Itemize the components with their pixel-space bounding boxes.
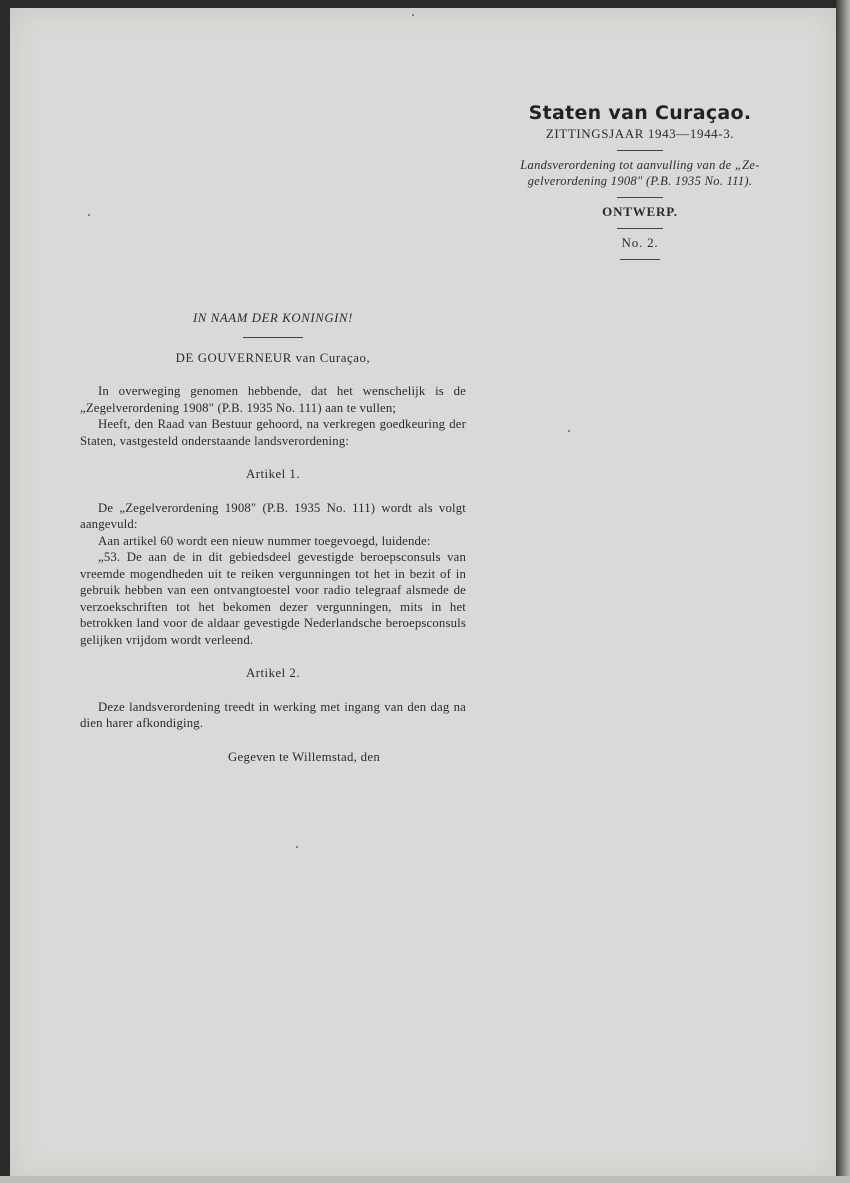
- governor-line: DE GOUVERNEUR van Curaçao,: [175, 350, 371, 365]
- document-number: No. 2.: [621, 235, 659, 250]
- paper-speck: [412, 14, 414, 16]
- article-1-paragraph: Aan artikel 60 wordt een nieuw nummer toegevoegd, luidende:: [98, 533, 431, 548]
- article-1-paragraph: „53. De aan de in dit gebiedsdeel gevestigde beroepsconsuls van vreemde mogendheden uit te reiken vergunningen tot het in bezit of in gebruik hebben van een ontvangtoestel voor radio telegraaf alsmede de verzoekschriften tot het bekomen dezer vergunningen, mits in het betrokken land voor de aldaar gevestigde Nederlandsche beroepsconsuls gelijken vrijdom wordt verleend.: [80, 550, 466, 647]
- article-2-heading: Artikel 2.: [245, 666, 301, 680]
- session-year: ZITTINGSJAAR 1943—1944-3.: [545, 126, 735, 141]
- preamble-paragraph: In overweging genomen hebbende, dat het wenschelijk is de „Zegelverordening 1908" (P.B. 1935 No. 111) aan te vullen;: [80, 384, 466, 415]
- motto-divider: [243, 337, 303, 338]
- article-1-paragraph: De „Zegelverordening 1908" (P.B. 1935 No. 111) wordt als volgt aangevuld:: [80, 500, 466, 531]
- organization-title: Staten van Curaçao.: [528, 102, 752, 124]
- scan-edge-right: [836, 0, 850, 1183]
- document-header: [490, 96, 790, 266]
- paper-speck: [88, 214, 90, 216]
- paper-speck: [568, 430, 570, 432]
- motto: IN NAAM DER KONINGIN!: [192, 311, 354, 325]
- paper-speck: [296, 846, 298, 848]
- header-divider: [617, 150, 663, 151]
- closing-line: Gegeven te Willemstad, den: [228, 749, 381, 764]
- header-divider: [617, 228, 663, 229]
- scan-edge-bottom: [0, 1176, 850, 1183]
- document-body: [80, 310, 466, 765]
- draft-label: ONTWERP.: [602, 204, 678, 219]
- article-2-paragraph: Deze landsverordening treedt in werking met ingang van den dag na dien harer afkondiging.: [80, 699, 466, 730]
- header-divider: [620, 259, 660, 260]
- document-page: [10, 8, 836, 1180]
- subject-line: Landsverordening tot aanvulling van de „Ze-: [520, 158, 760, 172]
- preamble-paragraph: Heeft, den Raad van Bestuur gehoord, na verkregen goedkeuring der Staten, vastgesteld onderstaande landsverordening:: [80, 417, 466, 448]
- subject-line: gelverordening 1908" (P.B. 1935 No. 111).: [527, 174, 753, 188]
- article-1-heading: Artikel 1.: [245, 467, 301, 481]
- document-subject: [490, 157, 790, 189]
- header-divider: [617, 197, 663, 198]
